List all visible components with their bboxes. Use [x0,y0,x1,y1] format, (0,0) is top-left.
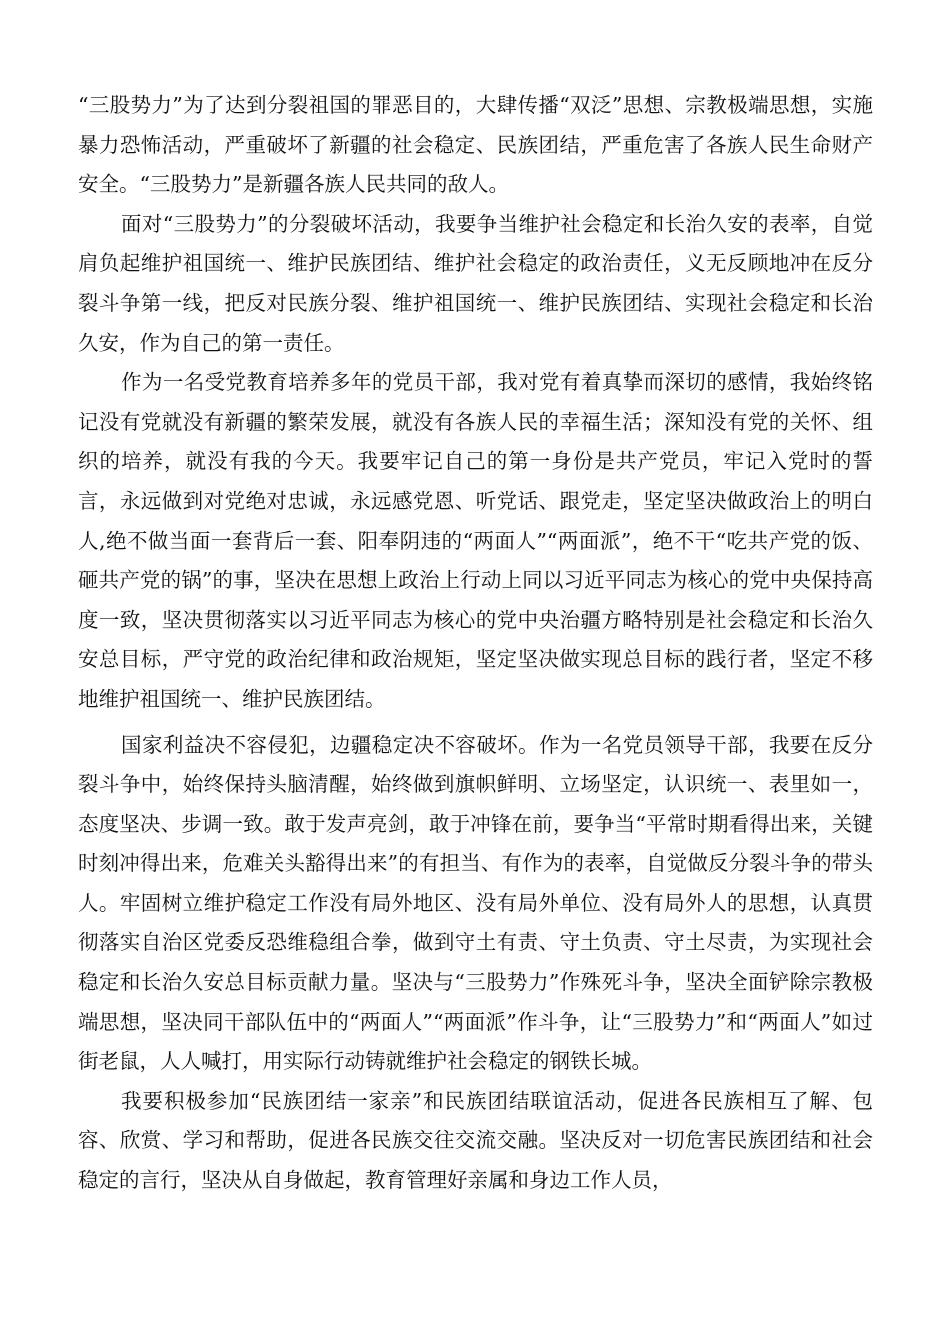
paragraph-4: 国家利益决不容侵犯，边疆稳定决不容破坏。作为一名党员领导干部，我要在反分裂斗争中，始终保持头脑清醒，始终做到旗帜鲜明、立场坚定，认识统一、表里如一，态度坚决、步调一致。敢于发声亮剑，敢于冲锋在前，要争当“平常时期看得出来，关键时刻冲得出来，危难关头豁得出来”的有担当、有作为的表率，自觉做反分裂斗争的带头人。牢固树立维护稳定工作没有局外地区、没有局外单位、没有局外人的思想，认真贯彻落实自治区党委反恐维稳组合拳，做到守土有责、守土负责、守土尽责，为实现社会稳定和长治久安总目标贡献力量。坚决与“三股势力”作殊死斗争，坚决全面铲除宗教极端思想，坚决同干部队伍中的“两面人”“两面派”作斗争，让“三股势力”和“两面人”如过街老鼠，人人喊打，用实际行动铸就维护社会稳定的钢铁长城。 [78,732,873,1074]
paragraph-2: 面对“三股势力”的分裂破坏活动，我要争当维护社会稳定和长治久安的表率，自觉肩负起维护祖国统一、维护民族团结、维护社会稳定的政治责任，义无反顾地冲在反分裂斗争第一线，把反对民族分裂、维护祖国统一、维护民族团结、实现社会稳定和长治久安，作为自己的第一责任。 [78,211,873,355]
paragraph-1: “三股势力”为了达到分裂祖国的罪恶目的，大肆传播“双泛”思想、宗教极端思想，实施暴力恐怖活动，严重破坏了新疆的社会稳定、民族团结，严重危害了各族人民生命财产安全。“三股势力”是新疆各族人民共同的敌人。 [78,93,873,197]
document-body [78,86,873,1201]
paragraph-5: 我要积极参加“民族团结一家亲”和民族团结联谊活动，促进各民族相互了解、包容、欣赏、学习和帮助，促进各民族交往交流交融。坚决反对一切危害民族团结和社会稳定的言行，坚决从自身做起，教育管理好亲属和身边工作人员， [78,1088,873,1193]
paragraph-3: 作为一名受党教育培养多年的党员干部，我对党有着真挚而深切的感情，我始终铭记没有党就没有新疆的繁荣发展，就没有各族人民的幸福生活；深知没有党的关怀、组织的培养，就没有我的今天。我要牢记自己的第一身份是共产党员，牢记入党时的誓言，永远做到对党绝对忠诚，永远感党恩、听党话、跟党走，坚定坚决做政治上的明白人,绝不做当面一套背后一套、阳奉阴违的“两面人”“两面派”，绝不干“吃共产党的饭、砸共产党的锅”的事，坚决在思想上政治上行动上同以习近平同志为核心的党中央保持高度一致，坚决贯彻落实以习近平同志为核心的党中央治疆方略特别是社会稳定和长治久安总目标，严守党的政治纪律和政治规矩，坚定坚决做实现总目标的践行者，坚定不移地维护祖国统一、维护民族团结。 [78,370,873,711]
